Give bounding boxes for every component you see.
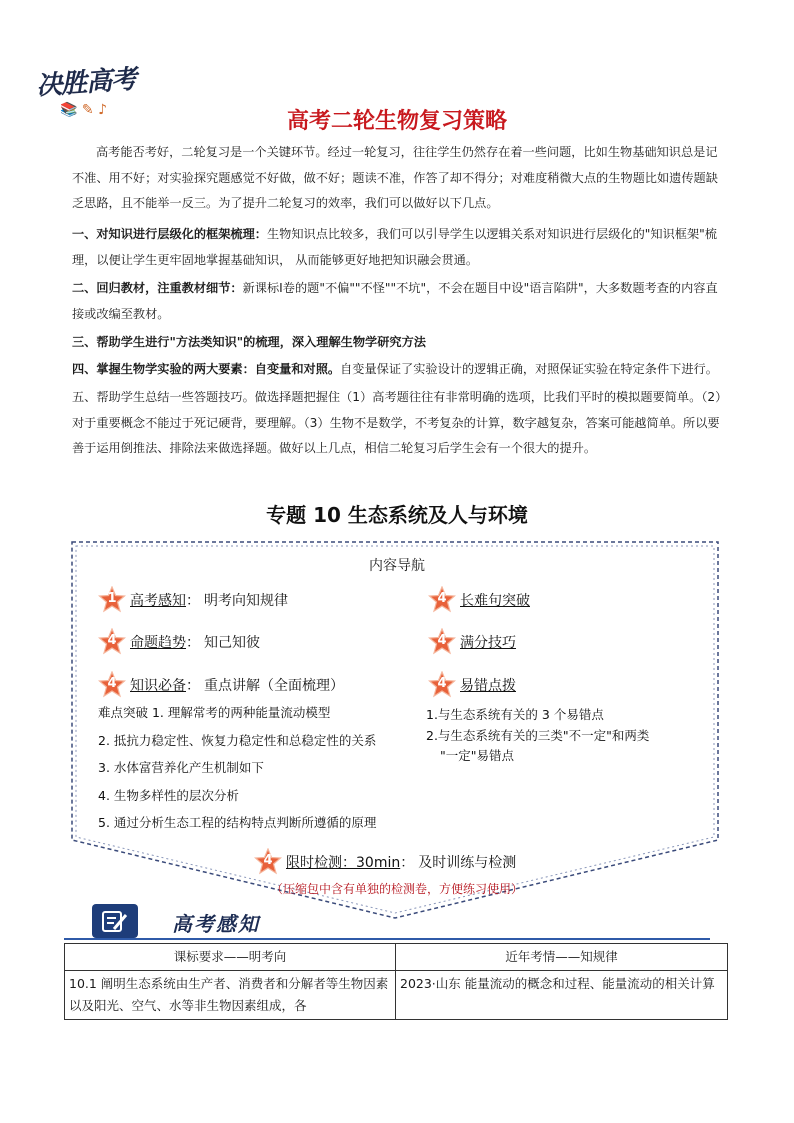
badge-number: 4: [107, 633, 117, 648]
nav-item-key: 高考感知: [130, 593, 186, 609]
section-title: 高考感知: [172, 912, 260, 936]
nav-title: 内容导航: [369, 558, 425, 574]
nav-item-sep: ：: [186, 635, 200, 651]
knowledge-point: 3. 水体富营养化产生机制如下: [98, 760, 264, 775]
intro-paragraph: 高考能否考好，二轮复习是一个关键环节。经过一轮复习，往往学生仍然存在着一些问题，比如生物基础知识总是记不准、用不好；对实验探究题感觉不好做，做不好；题读不准，作答了却不得分；对难度稍微大点的生物题比如遗传题缺乏思路，且不能举一反三。为了提升二轮复习的效率，我们可以做好以下几点。: [72, 145, 718, 210]
books-icon: 📚 ✎ ♪: [60, 102, 107, 118]
nav-item-full-score-tips[interactable]: [428, 628, 516, 656]
nav-item-desc: 明考向知规律: [204, 593, 288, 609]
nav-item-desc: 知己知彼: [204, 635, 260, 651]
table-header-row: [65, 944, 728, 971]
nav-item-common-errors[interactable]: [428, 671, 516, 699]
nav-item-key: 满分技巧: [460, 635, 516, 651]
badge-number: 4: [437, 591, 447, 606]
knowledge-point: 5. 通过分析生态工程的结构特点判断所遵循的原理: [98, 815, 377, 830]
nav-item-key: 长难句突破: [460, 593, 530, 609]
requirements-table: [64, 943, 728, 1020]
section-header: [64, 904, 714, 940]
knowledge-point: 2. 抵抗力稳定性、恢复力稳定性和总稳定性的关系: [98, 733, 377, 748]
nav-item-sep: ：: [400, 855, 415, 871]
nav-item-desc: 及时训练与检测: [418, 855, 517, 871]
nav-item-desc: 重点讲解（全面梳理）: [204, 678, 344, 694]
nav-item-sep: ：: [186, 593, 200, 609]
nav-item-gaokao-perception[interactable]: [98, 586, 288, 614]
nav-item-timed-test[interactable]: [254, 848, 516, 876]
section-divider: [64, 938, 710, 940]
badge-star-icon: [98, 671, 126, 699]
strategy-2: [72, 276, 724, 327]
nav-item-knowledge[interactable]: [98, 671, 344, 699]
strategy-4: [72, 357, 724, 383]
error-point: 2.与生态系统有关的三类"不一定"和两类: [426, 728, 650, 743]
strategy-5: [72, 385, 724, 462]
nav-item-key: 知识必备: [130, 678, 186, 694]
topic-title: 专题 10 生态系统及人与环境: [266, 503, 528, 527]
strategy-1-text: 生物知识点比较多，我们可以引导学生以逻辑关系对知识进行层级化的"知识框架"梳理，以便让学生更牢固地掌握基础知识， 从而能够更好地把知识融会贯通。: [72, 227, 717, 267]
table-cell: 2023·山东 能量流动的概念和过程、能量流动的相关计算: [396, 971, 728, 1020]
nav-item-trends[interactable]: [98, 628, 260, 656]
badge-star-icon: [98, 628, 126, 656]
strategy-2-text: 新课标Ⅰ卷的题"不偏""不怪""不坑"，不会在题目中设"语言陷阱"，大多数题考查的内容直接或改编至教材。: [72, 281, 718, 321]
strategy-2-heading: 二、回归教材，注重教材细节：: [72, 281, 243, 295]
badge-number: 4: [437, 676, 447, 691]
badge-star-icon: [428, 628, 456, 656]
nav-item-sep: ：: [186, 678, 200, 694]
nav-item-long-sentences[interactable]: [428, 586, 530, 614]
error-point: 1.与生态系统有关的 3 个易错点: [426, 707, 604, 722]
badge-star-icon: [98, 586, 126, 614]
badge-number: 1: [107, 591, 117, 606]
badge-star-icon: [428, 586, 456, 614]
package-note: （压缩包中含有单独的检测卷，方便练习使用）: [270, 882, 523, 896]
strategy-3: [72, 330, 724, 356]
badge-star-icon: [254, 848, 282, 876]
notepad-pen-icon: [92, 904, 138, 938]
badge-number: 4: [263, 853, 273, 868]
table-cell: 10.1 阐明生态系统由生产者、消费者和分解者等生物因素以及阳光、空气、水等非生物因素组成，各: [65, 971, 396, 1020]
strategy-4-text: 自变量保证了实验设计的逻辑正确，对照保证实验在特定条件下进行。: [340, 362, 718, 376]
knowledge-point: 4. 生物多样性的层次分析: [98, 788, 239, 803]
table-row: [65, 971, 728, 1020]
strategy-1: [72, 222, 724, 273]
strategy-1-heading: 一、对知识进行层级化的框架梳理：: [72, 227, 267, 241]
table-header: 课标要求——明考向: [65, 944, 396, 971]
nav-item-key: 限时检测：30min: [286, 855, 401, 871]
strategy-3-heading: 三、帮助学生进行"方法类知识"的梳理，深入理解生物学研究方法: [72, 335, 426, 349]
strategy-4-heading: 四、掌握生物学实验的两大要素：自变量和对照。: [72, 362, 341, 376]
strategy-5-text: 五、帮助学生总结一些答题技巧。做选择题把握住（1）高考题往往有非常明确的选项，比我们平时的模拟题要简单。（2）对于重要概念不能过于死记硬背，要理解。（3）生物不是数学，不考复杂的计算，数字越复杂，答案可能越简单。所以要善于运用倒推法、排除法来做选择题。做好以上几点，相信二轮复习后学生会有一个很大的提升。: [72, 390, 722, 455]
table-header: 近年考情——知规律: [396, 944, 728, 971]
badge-number: 4: [107, 676, 117, 691]
error-point: "一定"易错点: [440, 748, 514, 763]
nav-item-key: 易错点拨: [460, 678, 516, 694]
page-title: 高考二轮生物复习策略: [286, 109, 507, 134]
badge-number: 4: [437, 633, 447, 648]
logo-text: 决胜高考: [35, 64, 138, 102]
badge-star-icon: [428, 671, 456, 699]
knowledge-point: 难点突破 1. 理解常考的两种能量流动模型: [98, 705, 331, 720]
nav-item-key: 命题趋势: [130, 635, 186, 651]
